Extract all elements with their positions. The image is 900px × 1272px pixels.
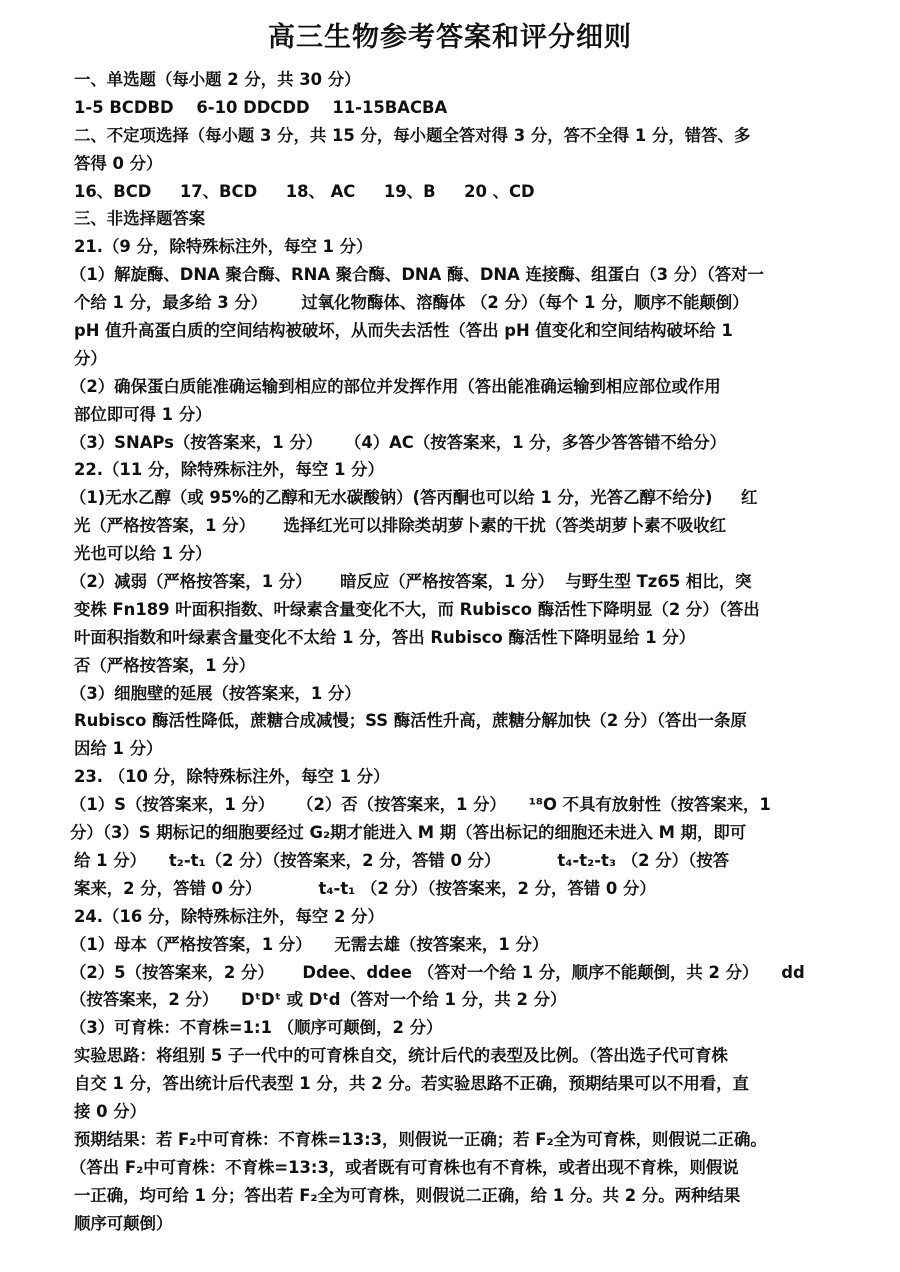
answer-line xyxy=(70,931,830,959)
answer-line-text: 一正确，均可给 1 分；答出若 F₂全为可育株，则假说二正确，给 1 分。共 2 分。两种结果 xyxy=(74,1185,741,1205)
answer-line xyxy=(74,735,830,763)
answer-line xyxy=(70,373,830,401)
answer-line xyxy=(74,903,830,931)
answer-line-text: 一、单选题（每小题 2 分，共 30 分） xyxy=(74,70,361,89)
answer-line-text: （答出 F₂中可育株：不育株=13:3，或者既有可育株也有不育株，或者出现不育株，则假说 xyxy=(70,1157,739,1177)
answer-line xyxy=(74,66,830,94)
answer-line xyxy=(74,345,830,373)
answer-line xyxy=(74,233,830,261)
answer-line-text: 答得 0 分） xyxy=(74,153,163,173)
answer-line xyxy=(74,540,830,568)
answer-line xyxy=(74,652,830,680)
answer-line-text: 接 0 分） xyxy=(74,1101,146,1121)
answer-line xyxy=(74,707,830,735)
answer-line xyxy=(70,1154,830,1182)
answer-line-text: 顺序可颠倒） xyxy=(74,1213,173,1233)
answer-line xyxy=(70,429,830,457)
answer-line-text: 自交 1 分，答出统计后代表型 1 分，共 2 分。若实验思路不正确，预期结果可以不用看，直 xyxy=(74,1074,749,1094)
answer-line xyxy=(74,1210,830,1238)
answer-line-text: 部位即可得 1 分） xyxy=(74,404,212,424)
answer-line-text: （1）母本（严格按答案，1 分） 无需去雄（按答案来，1 分） xyxy=(70,934,549,954)
answer-line xyxy=(70,986,830,1014)
answer-line-text: 分）（3）S 期标记的细胞要经过 G₂期才能进入 M 期（答出标记的细胞还未进入 M 期，即可 xyxy=(70,823,747,843)
answer-line xyxy=(74,456,830,484)
answer-line-text: （按答案来，2 分） DᵗDᵗ 或 Dᵗd（答对一个给 1 分，共 2 分） xyxy=(70,990,567,1010)
answer-line-text: （1）S（按答案来，1 分） （2）否（按答案来，1 分） ¹⁸O 不具有放射性（按答案来，1 xyxy=(70,795,771,815)
answer-line xyxy=(70,1014,830,1042)
answer-line-text: （2）5（按答案来，2 分） Ddee、ddee （答对一个给 1 分，顺序不能颠倒，共 2 分） dd xyxy=(70,962,805,982)
answer-line xyxy=(70,959,830,987)
answer-line-text: pH 值升高蛋白质的空间结构被破坏，从而失去活性（答出 pH 值变化和空间结构破坏给 1 xyxy=(74,321,733,341)
answer-line-text: 二、不定项选择（每小题 3 分，共 15 分，每小题全答对得 3 分，答不全得 1 分，错答、多 xyxy=(74,125,751,145)
answer-line xyxy=(74,401,830,429)
answer-line-text: 案来，2 分，答错 0 分） t₄-t₁ （2 分）（按答案来，2 分，答错 0 分） xyxy=(74,878,656,898)
answer-line xyxy=(70,568,830,596)
answer-line-text: 实验思路：将组别 5 子一代中的可育株自交，统计后代的表型及比例。（答出选子代可育株 xyxy=(74,1046,728,1066)
answer-line-text: 给 1 分） t₂-t₁（2 分）（按答案来，2 分，答错 0 分） t₄-t₂-t₃ （2 分）（按答 xyxy=(74,850,730,870)
answer-line xyxy=(74,1042,830,1070)
answer-line-text: 光（严格按答案，1 分） 选择红光可以排除类胡萝卜素的干扰（答类胡萝卜素不吸收红 xyxy=(74,516,727,536)
answer-line xyxy=(70,819,830,847)
answer-line-text: 23. （10 分，除特殊标注外，每空 1 分） xyxy=(74,767,390,787)
answer-line xyxy=(74,94,830,122)
answer-line xyxy=(74,763,830,791)
answer-line xyxy=(74,150,830,178)
answer-line xyxy=(70,484,830,512)
answer-line-text: 光也可以给 1 分） xyxy=(74,544,212,564)
answer-line xyxy=(74,178,830,206)
answer-line xyxy=(74,1182,830,1210)
answer-line-text: 三、非选择题答案 xyxy=(74,209,206,229)
answer-line-text: 24.（16 分，除特殊标注外，每空 2 分） xyxy=(74,906,384,926)
answer-line xyxy=(74,1126,830,1154)
answer-line-text: （1）解旋酶、DNA 聚合酶、RNA 聚合酶、DNA 酶、DNA 连接酶、组蛋白（3 分）（答对一 xyxy=(70,265,764,285)
answer-line-text: 1-5 BCDBD 6-10 DDCDD 11-15BACBA xyxy=(74,97,448,117)
answer-line xyxy=(74,122,830,150)
answer-line-text: 16、BCD 17、BCD 18、 AC 19、B 20 、CD xyxy=(74,181,535,201)
answer-line-text: （2）减弱（严格按答案，1 分） 暗反应（严格按答案，1 分） 与野生型 Tz65 相比，突 xyxy=(70,572,752,592)
answer-line xyxy=(74,596,830,624)
answer-line-text: Rubisco 酶活性降低，蔗糖合成减慢；SS 酶活性升高，蔗糖分解加快（2 分）（答出一条原 xyxy=(74,711,747,731)
answer-line-text: 否（严格按答案，1 分） xyxy=(74,655,256,675)
answer-line xyxy=(74,289,830,317)
answer-line-text: 预期结果：若 F₂中可育株：不育株=13:3，则假说一正确；若 F₂全为可育株，则假说二正确。 xyxy=(74,1129,767,1149)
answer-line xyxy=(70,791,830,819)
answer-line-text: 分） xyxy=(74,348,107,368)
answer-line xyxy=(70,680,830,708)
answer-line xyxy=(70,261,830,289)
answer-line xyxy=(74,875,830,903)
answer-line-text: （3）可育株：不育株=1:1 （顺序可颠倒，2 分） xyxy=(70,1018,443,1038)
answer-line xyxy=(74,624,830,652)
page-title: 高三生物参考答案和评分细则 xyxy=(268,22,632,53)
answer-line xyxy=(74,847,830,875)
answer-line-text: （3）细胞壁的延展（按答案来，1 分） xyxy=(70,683,361,703)
answer-line xyxy=(74,1098,830,1126)
answer-line-text: （1)无水乙醇（或 95%的乙醇和无水碳酸钠）(答丙酮也可以给 1 分，光答乙醇不给分) 红 xyxy=(70,488,758,508)
answer-line-text: （2）确保蛋白质能准确运输到相应的部位并发挥作用（答出能准确运输到相应部位或作用 xyxy=(70,376,721,396)
answer-line xyxy=(74,512,830,540)
answer-line-text: （3）SNAPs（按答案来，1 分） （4）AC（按答案来，1 分，多答少答答错不给分） xyxy=(70,432,726,452)
answer-line xyxy=(74,1070,830,1098)
answer-line-text: 变株 Fn189 叶面积指数、叶绿素含量变化不大，而 Rubisco 酶活性下降明显（2 分）（答出 xyxy=(74,599,760,619)
answer-content xyxy=(70,66,830,1237)
answer-line-text: 个给 1 分，最多给 3 分） 过氧化物酶体、溶酶体 （2 分）（每个 1 分，顺序不能颠倒） xyxy=(74,293,749,313)
answer-line-text: 因给 1 分） xyxy=(74,739,163,759)
answer-line xyxy=(74,317,830,345)
answer-line xyxy=(74,205,830,233)
answer-line-text: 22.（11 分，除特殊标注外，每空 1 分） xyxy=(74,460,384,480)
answer-line-text: 21.（9 分，除特殊标注外，每空 1 分） xyxy=(74,237,373,257)
answer-line-text: 叶面积指数和叶绿素含量变化不太给 1 分，答出 Rubisco 酶活性下降明显给 1 分） xyxy=(74,627,696,647)
